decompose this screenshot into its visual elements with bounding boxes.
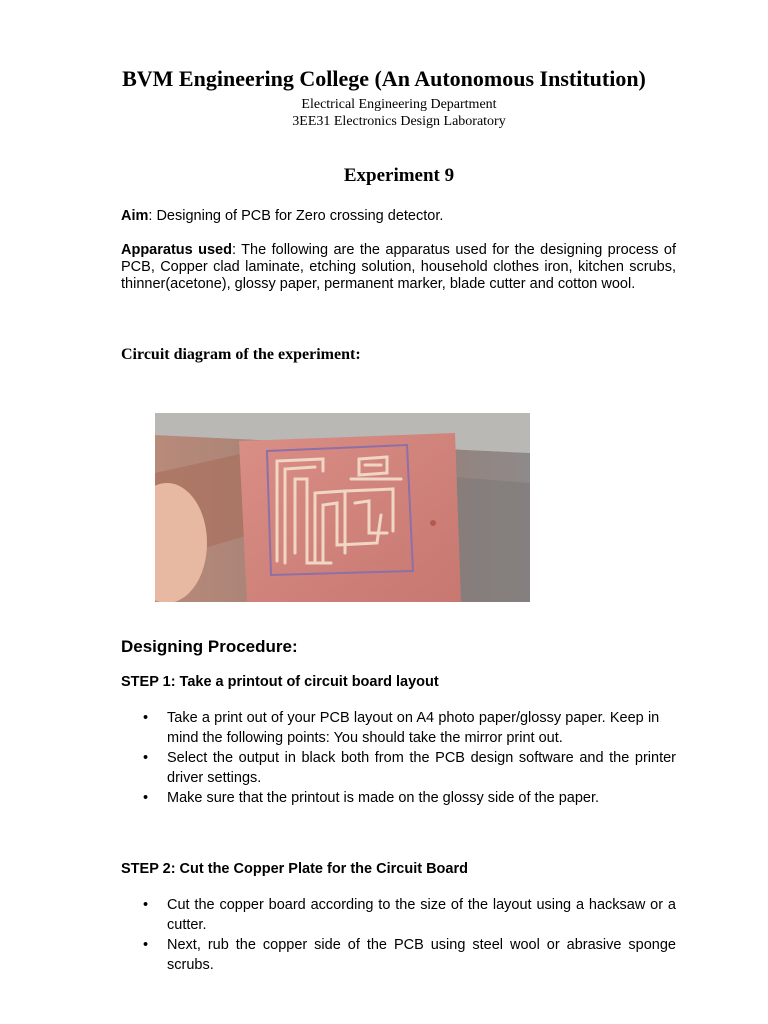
- pcb-photo-drawing: [155, 413, 530, 602]
- list-item: • Make sure that the printout is made on the glossy side of the paper.: [143, 788, 676, 808]
- aim-paragraph: [121, 208, 676, 225]
- department-name: Electrical Engineering Department: [301, 97, 497, 112]
- pcb-board: [239, 433, 461, 602]
- list-item: • Next, rub the copper side of the PCB using steel wool or abrasive sponge scrubs.: [143, 935, 676, 975]
- apparatus-text: : The following are the apparatus used for the designing process of PCB, Copper clad laminate, etching solution, household clothes iron, kitchen scrubs, thinner(acetone), glossy paper, permanent marker, blade cutter and cotton wool.: [121, 242, 676, 292]
- aim-label: Aim: [121, 208, 149, 224]
- aim-text: : Designing of PCB for Zero crossing detector.: [148, 208, 444, 224]
- step1-list: [143, 708, 676, 808]
- list-item: • Select the output in black both from the PCB design software and the printer driver settings.: [143, 748, 676, 788]
- list-item: • Take a print out of your PCB layout on A4 photo paper/glossy paper. Keep in mind the following points: You should take the mirror print out.: [143, 708, 676, 748]
- experiment-title: Experiment 9: [343, 165, 455, 186]
- procedure-heading: Designing Procedure:: [121, 637, 298, 656]
- list-item: • Cut the copper board according to the size of the layout using a hacksaw or a cutter.: [143, 895, 676, 935]
- college-title: BVM Engineering College (An Autonomous Institution): [122, 66, 646, 91]
- step1-heading: STEP 1: Take a printout of circuit board layout: [121, 674, 439, 690]
- apparatus-paragraph: [121, 242, 676, 293]
- lab-name: 3EE31 Electronics Design Laboratory: [292, 114, 506, 129]
- step2-list: [143, 895, 676, 975]
- apparatus-label: Apparatus used: [121, 242, 232, 258]
- pcb-photo: [155, 413, 530, 602]
- step2-heading: STEP 2: Cut the Copper Plate for the Circuit Board: [121, 861, 468, 877]
- circuit-diagram-heading: Circuit diagram of the experiment:: [121, 346, 361, 363]
